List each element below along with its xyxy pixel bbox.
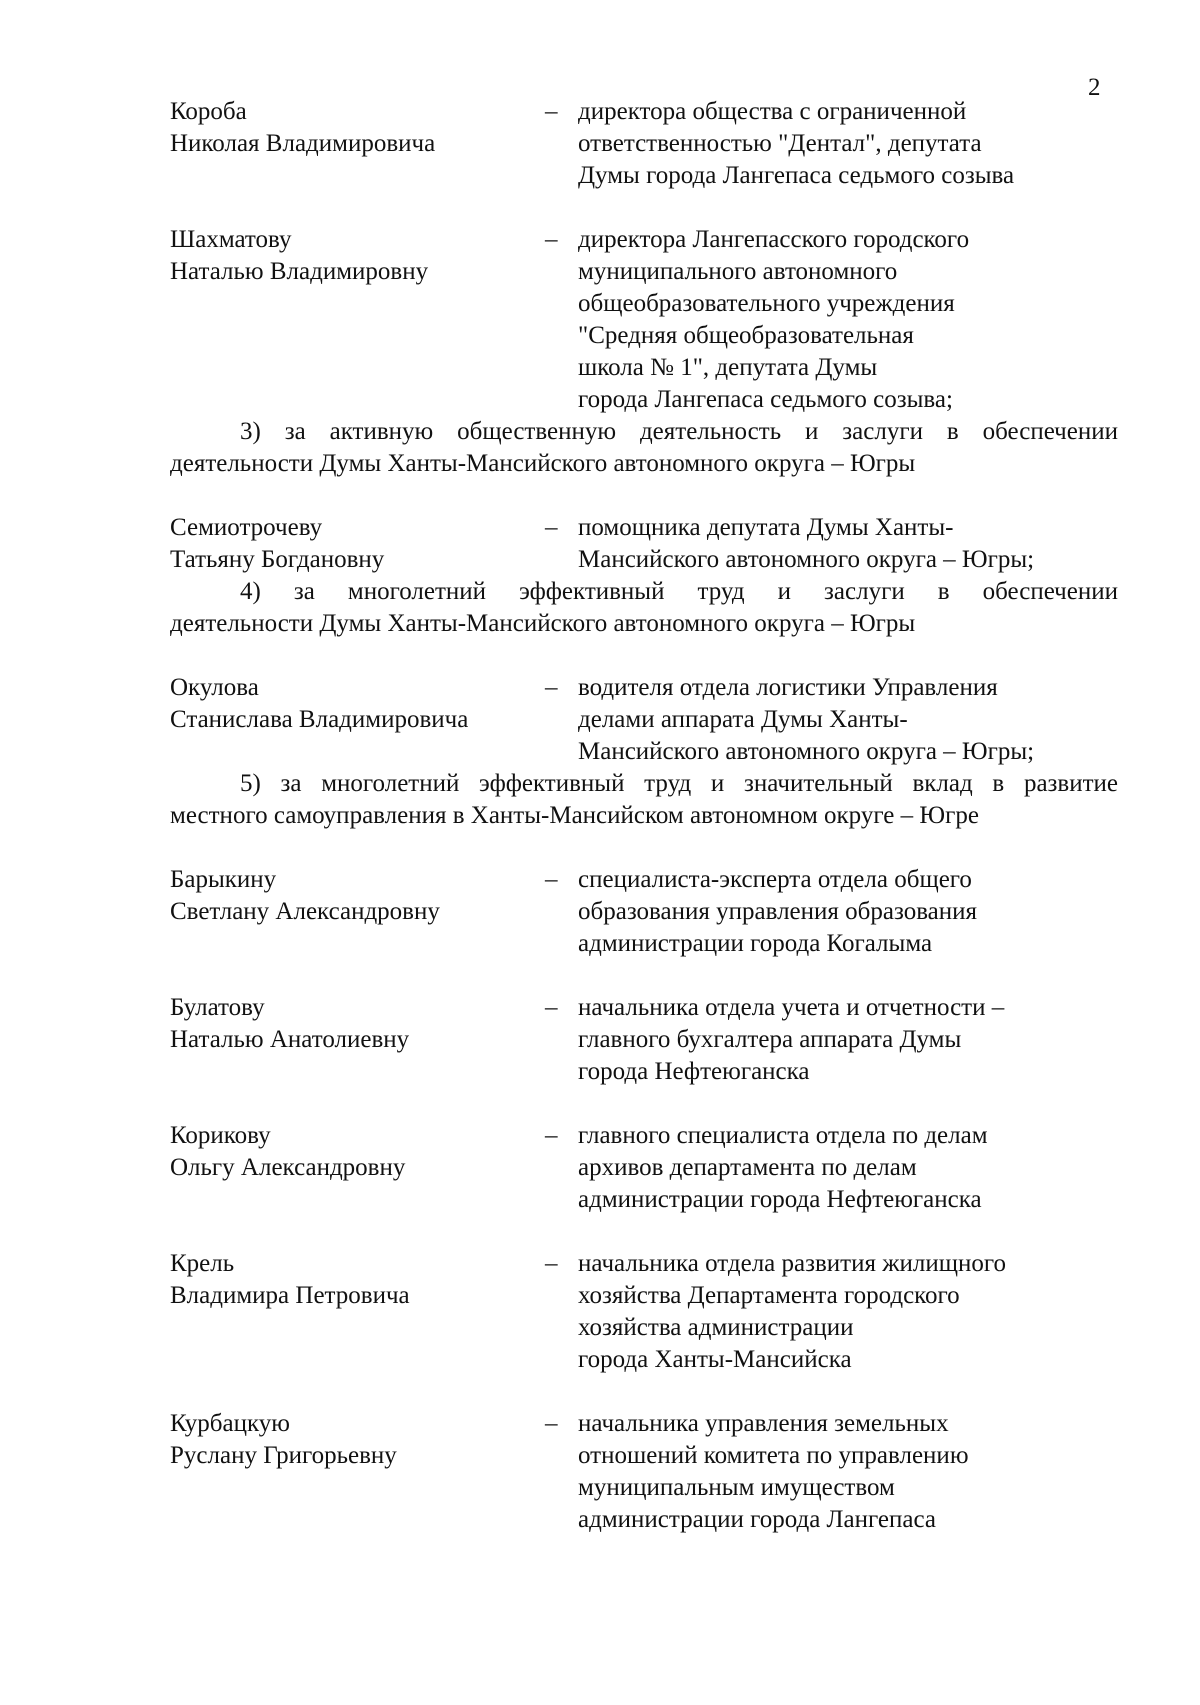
name-line: Татьяну Богдановну [170, 546, 385, 573]
name-line: Станислава Владимировича [170, 706, 469, 733]
position-line: главного специалиста отдела по делам [578, 1122, 988, 1149]
recipient-name [170, 96, 530, 160]
dash: – [545, 1122, 558, 1149]
position-line: муниципального автономного [578, 258, 898, 285]
position-line: водителя отдела логистики Управления [578, 674, 998, 701]
recipient-position [578, 992, 1138, 1088]
dash: – [545, 674, 558, 701]
position-line: муниципальным имуществом [578, 1474, 895, 1501]
name-line: Николая Владимировича [170, 130, 436, 157]
recipient-position [578, 672, 1138, 768]
recipient-name [170, 864, 530, 928]
recipient-name [170, 672, 530, 736]
position-line: города Лангепаса седьмого созыва; [578, 386, 953, 413]
dash: – [545, 1410, 558, 1437]
recipient-name [170, 224, 530, 288]
position-line: помощника депутата Думы Ханты- [578, 514, 954, 541]
position-line: специалиста-эксперта отдела общего [578, 866, 972, 893]
position-line: города Ханты-Мансийска [578, 1346, 852, 1373]
position-line: начальника отдела учета и отчетности – [578, 994, 1005, 1021]
position-line: директора общества с ограниченной [578, 98, 967, 125]
position-line: директора Лангепасского городского [578, 226, 970, 253]
position-line: Думы города Лангепаса седьмого созыва [578, 162, 1015, 189]
paragraph-line: местного самоуправления в Ханты-Мансийском автономном округе – Югре [170, 802, 979, 829]
recipient-name [170, 992, 530, 1056]
section-4-heading [170, 576, 1118, 640]
position-line: хозяйства администрации [578, 1314, 854, 1341]
section-5-heading [170, 768, 1118, 832]
position-line: "Средняя общеобразовательная [578, 322, 914, 349]
position-line: образования управления образования [578, 898, 978, 925]
name-line: Наталью Владимировну [170, 258, 429, 285]
recipient-position [578, 512, 1138, 576]
position-line: администрации города Нефтеюганска [578, 1186, 982, 1213]
position-line: Мансийского автономного округа – Югры; [578, 546, 1035, 573]
name-line: Окулова [170, 674, 259, 701]
dash: – [545, 866, 558, 893]
name-line: Короба [170, 98, 247, 125]
position-line: главного бухгалтера аппарата Думы [578, 1026, 962, 1053]
name-line: Крель [170, 1250, 235, 1277]
dash: – [545, 994, 558, 1021]
position-line: начальника отдела развития жилищного [578, 1250, 1006, 1277]
position-line: ответственностью "Дентал", депутата [578, 130, 982, 157]
name-line: Шахматову [170, 226, 292, 253]
position-line: начальника управления земельных [578, 1410, 949, 1437]
recipient-name [170, 1408, 530, 1472]
page-number: 2 [1088, 74, 1101, 101]
paragraph-line: деятельности Думы Ханты-Мансийского автономного округа – Югры [170, 610, 916, 637]
name-line: Наталью Анатолиевну [170, 1026, 410, 1053]
name-line: Руслану Григорьевну [170, 1442, 397, 1469]
paragraph-first-line: 3) за активную общественную деятельность и заслуги в обеспечении [240, 418, 1118, 445]
name-line: Курбацкую [170, 1410, 290, 1437]
section-3-heading [170, 416, 1118, 480]
recipient-position [578, 96, 1138, 192]
name-line: Корикову [170, 1122, 271, 1149]
recipient-position [578, 1408, 1138, 1536]
position-line: Мансийского автономного округа – Югры; [578, 738, 1035, 765]
name-line: Владимира Петровича [170, 1282, 410, 1309]
name-line: Ольгу Александровну [170, 1154, 406, 1181]
recipient-name [170, 1248, 530, 1312]
position-line: архивов департамента по делам [578, 1154, 917, 1181]
name-line: Булатову [170, 994, 265, 1021]
recipient-position [578, 864, 1138, 960]
name-line: Барыкину [170, 866, 277, 893]
recipient-name [170, 512, 530, 576]
position-line: администрации города Лангепаса [578, 1506, 936, 1533]
paragraph-line: деятельности Думы Ханты-Мансийского автономного округа – Югры [170, 450, 916, 477]
recipient-position [578, 224, 1138, 416]
position-line: делами аппарата Думы Ханты- [578, 706, 908, 733]
paragraph-first-line: 4) за многолетний эффективный труд и заслуги в обеспечении [240, 578, 1118, 605]
dash: – [545, 514, 558, 541]
dash: – [545, 98, 558, 125]
recipient-position [578, 1248, 1138, 1376]
dash: – [545, 1250, 558, 1277]
position-line: города Нефтеюганска [578, 1058, 810, 1085]
position-line: общеобразовательного учреждения [578, 290, 955, 317]
name-line: Семиотрочеву [170, 514, 323, 541]
position-line: школа № 1", депутата Думы [578, 354, 878, 381]
paragraph-first-line: 5) за многолетний эффективный труд и значительный вклад в развитие [240, 770, 1118, 797]
position-line: хозяйства Департамента городского [578, 1282, 960, 1309]
dash: – [545, 226, 558, 253]
recipient-position [578, 1120, 1138, 1216]
name-line: Светлану Александровну [170, 898, 440, 925]
recipient-name [170, 1120, 530, 1184]
position-line: администрации города Когалыма [578, 930, 933, 957]
position-line: отношений комитета по управлению [578, 1442, 969, 1469]
